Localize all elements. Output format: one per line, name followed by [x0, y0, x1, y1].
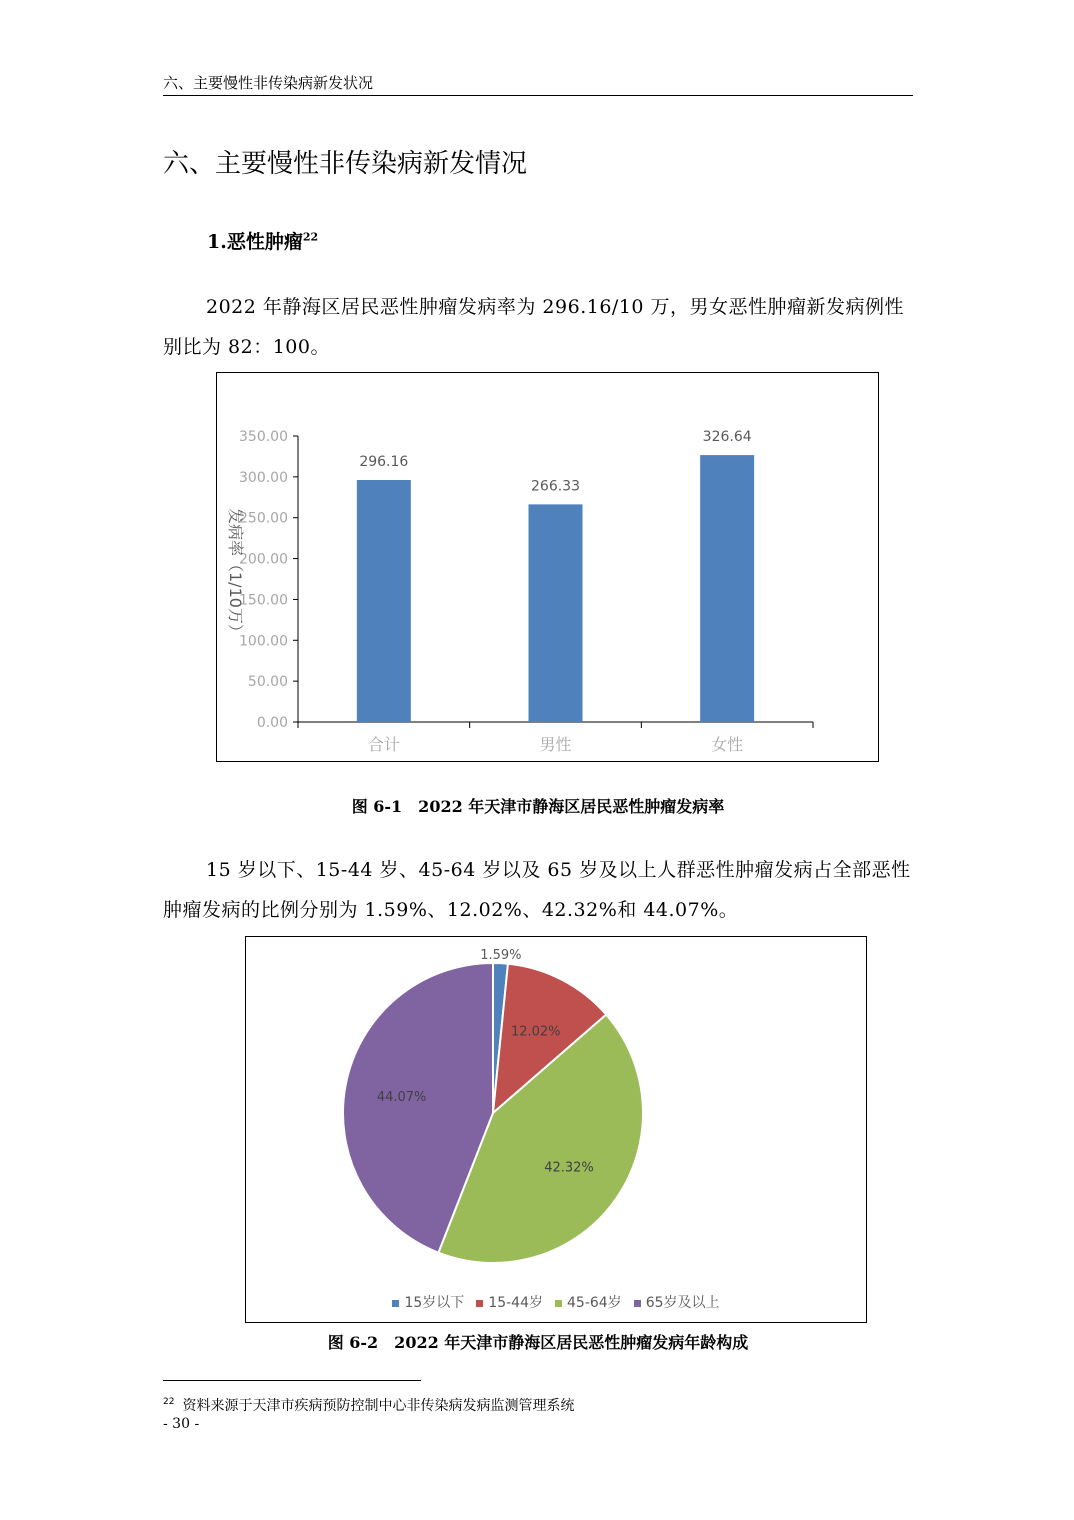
bar: [529, 504, 583, 722]
pie-slice-label: 44.07%: [376, 1089, 427, 1105]
y-tick-label: 250.00: [239, 510, 288, 527]
bar-value-label: 296.16: [359, 453, 409, 470]
bar: [700, 455, 754, 722]
x-category-label: 男性: [539, 735, 572, 754]
legend-item: [634, 1292, 720, 1312]
section-title: 六、主要慢性非传染病新发情况: [163, 149, 528, 179]
bar-chart: [217, 373, 877, 760]
pie-slice-label: 12.02%: [510, 1024, 561, 1040]
x-category-label: 合计: [367, 735, 400, 754]
legend-label: 65岁及以上: [645, 1295, 720, 1311]
paragraph-incidence: 2022 年静海区居民恶性肿瘤发病率为 296.16/10 万，男女恶性肿瘤新发病例性别比为 82：100。: [163, 296, 905, 358]
legend-swatch: [555, 1300, 562, 1307]
footnote-number: 22: [163, 1397, 175, 1408]
bar-value-label: 326.64: [702, 429, 752, 446]
y-tick-label: 200.00: [239, 551, 288, 568]
bar-value-label: 266.33: [531, 478, 580, 495]
pie-legend: [246, 1292, 866, 1312]
legend-label: 45-64岁: [567, 1295, 622, 1311]
pie-slice-label: 1.59%: [480, 948, 522, 964]
bar: [357, 480, 411, 722]
pie-slice-label: 42.32%: [544, 1160, 594, 1176]
y-tick-label: 350.00: [239, 429, 288, 445]
legend-item: [476, 1292, 543, 1312]
legend-item: [555, 1292, 622, 1312]
footnote-ref: 22: [302, 230, 319, 244]
footnote-rule: [163, 1380, 421, 1381]
pie-chart: [246, 937, 865, 1282]
y-tick-label: 300.00: [239, 469, 288, 486]
subsection-title: [207, 227, 318, 254]
y-axis-title: 发病率（1/10万）: [226, 508, 245, 640]
page-number: - 30 -: [163, 1416, 200, 1432]
legend-swatch: [634, 1300, 641, 1307]
header-rule: [163, 95, 913, 96]
footnote: [163, 1395, 574, 1415]
subsection-title-text: 1.恶性肿瘤: [207, 231, 303, 253]
running-header: 六、主要慢性非传染病新发状况: [163, 74, 374, 92]
figure-2-caption: 图 6-2 2022 年天津市静海区居民恶性肿瘤发病年龄构成: [327, 1333, 749, 1352]
legend-item: [392, 1292, 464, 1312]
footnote-text: 资料来源于天津市疾病预防控制中心非传染病发病监测管理系统: [182, 1398, 575, 1414]
figure-1-caption: 图 6-1 2022 年天津市静海区居民恶性肿瘤发病率: [351, 797, 725, 816]
paragraph-age-distribution: 15 岁以下、15-44 岁、45-64 岁以及 65 岁及以上人群恶性肿瘤发病占全部恶性肿瘤发病的比例分别为 1.59%、12.02%、42.32%和 44.07%。: [163, 859, 911, 921]
legend-label: 15-44岁: [488, 1295, 543, 1311]
legend-swatch: [476, 1300, 483, 1307]
figure-pie-chart: [245, 936, 867, 1323]
legend-label: 15岁以下: [404, 1295, 465, 1311]
figure-bar-chart: [216, 372, 879, 762]
y-tick-label: 100.00: [239, 633, 288, 650]
y-tick-label: 150.00: [239, 592, 288, 609]
y-tick-label: 50.00: [247, 674, 288, 691]
legend-swatch: [392, 1300, 399, 1307]
y-tick-label: 0.00: [256, 715, 288, 731]
x-category-label: 女性: [711, 735, 744, 754]
